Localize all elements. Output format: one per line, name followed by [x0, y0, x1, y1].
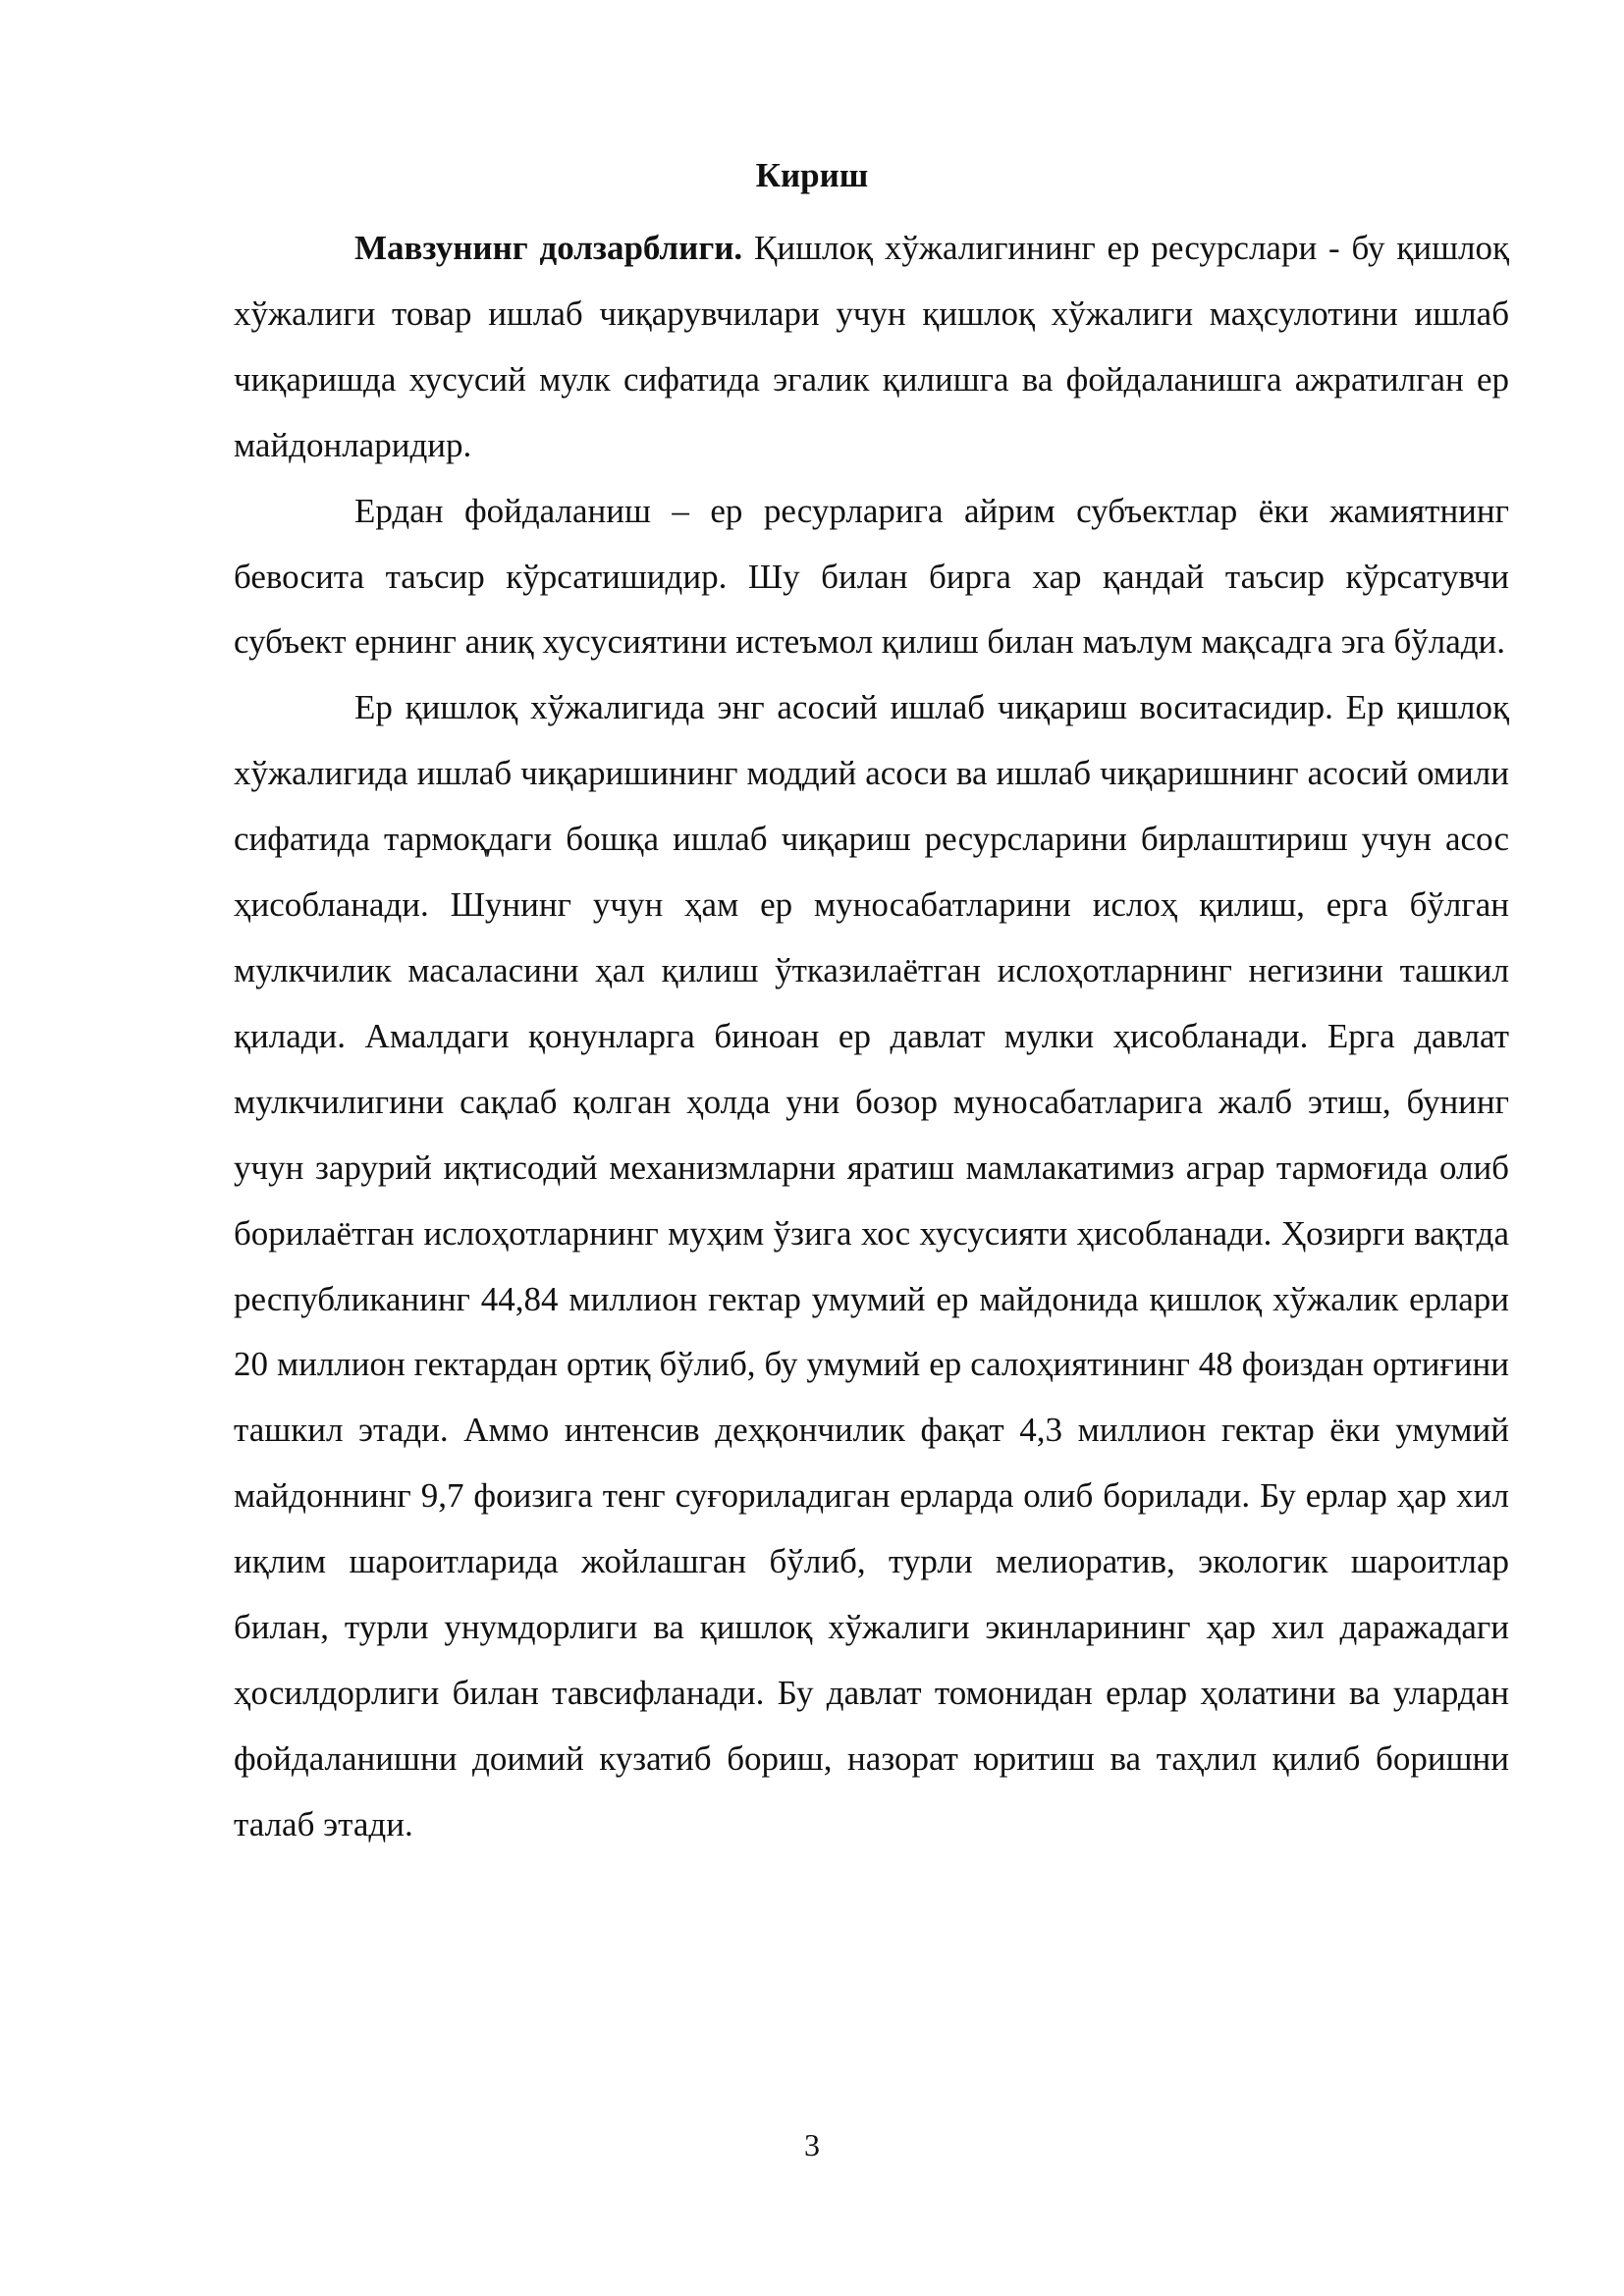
paragraph-land-use: Ердан фойдаланиш – ер ресурларига айрим субъектлар ёки жамиятнинг бевосита таъсир кўрсатишидир. Шу билан бирга хар қандай таъсир кўрсатувчи субъект ернинг аниқ хусусиятини истеъмол қилиш билан маълум мақсадга эга бўлади.	[234, 491, 1509, 662]
page-title: Кириш	[755, 156, 869, 194]
paragraph-relevance	[234, 216, 1509, 479]
paragraph-land-resources: Ер қишлоқ хўжалигида энг асосий ишлаб чиқариш воситасидир. Ер қишлоқ хўжалигида ишлаб чиқаришининг моддий асоси ва ишлаб чиқаришнинг асосий омили сифатида тармоқдаги бошқа ишлаб чиқариш ресурсларини бирлаштириш учун асос ҳисобланади. Шунинг учун ҳам ер муносабатларини ислоҳ қилиш, ерга бўлган мулкчилик масаласини ҳал қилиш ўтказилаётган ислоҳотларнинг негизини ташкил қилади. Амалдаги қонунларга биноан ер давлат мулки ҳисобланади. Ерга давлат мулкчилигини сақлаб қолган ҳолда уни бозор муносабатларига жалб этиш, бунинг учун зарурий иқтисодий механизмларни яратиш мамлакатимиз аграр тармоғида олиб борилаётган ислоҳотларнинг муҳим ўзига хос хусусияти ҳисобланади. Ҳозирги вақтда республиканинг 44,84 миллион гектар умумий ер майдонида қишлоқ хўжалик ерлари 20 миллион гектардан ортиқ бўлиб, бу умумий ер салоҳиятининг 48 фоиздан ортиғини ташкил этади. Аммо интенсив деҳқончилик фақат 4,3 миллион гектар ёки умумий майдоннинг 9,7 фоизига тенг суғориладиган ерларда олиб борилади. Бу ерлар ҳар хил иқлим шароитларида жойлашган бўлиб, турли мелиоратив, экологик шароитлар билан, турли унумдорлиги ва қишлоқ хўжалиги экинларининг ҳар хил даражадаги ҳосилдорлиги билан тавсифланади. Бу давлат томонидан ерлар ҳолатини ва улардан фойдаланишни доимий кузатиб бориш, назорат юритиш ва таҳлил қилиб боришни талаб этади.	[234, 688, 1509, 1843]
document-body	[234, 216, 1509, 1858]
paragraph-text: Қишлоқ хўжалигининг ер ресурслари - бу қишлоқ хўжалиги товар ишлаб чиқарувчилари учун қишлоқ хўжалиги маҳсулотини ишлаб чиқаришда хусусий мулк сифатида эгалик қилишга ва фойдаланишга ажратилган ер майдонларидир.	[234, 229, 1509, 464]
paragraph-lead: Мавзунинг долзарблиги.	[354, 229, 743, 267]
page-number: 3	[804, 2127, 820, 2163]
